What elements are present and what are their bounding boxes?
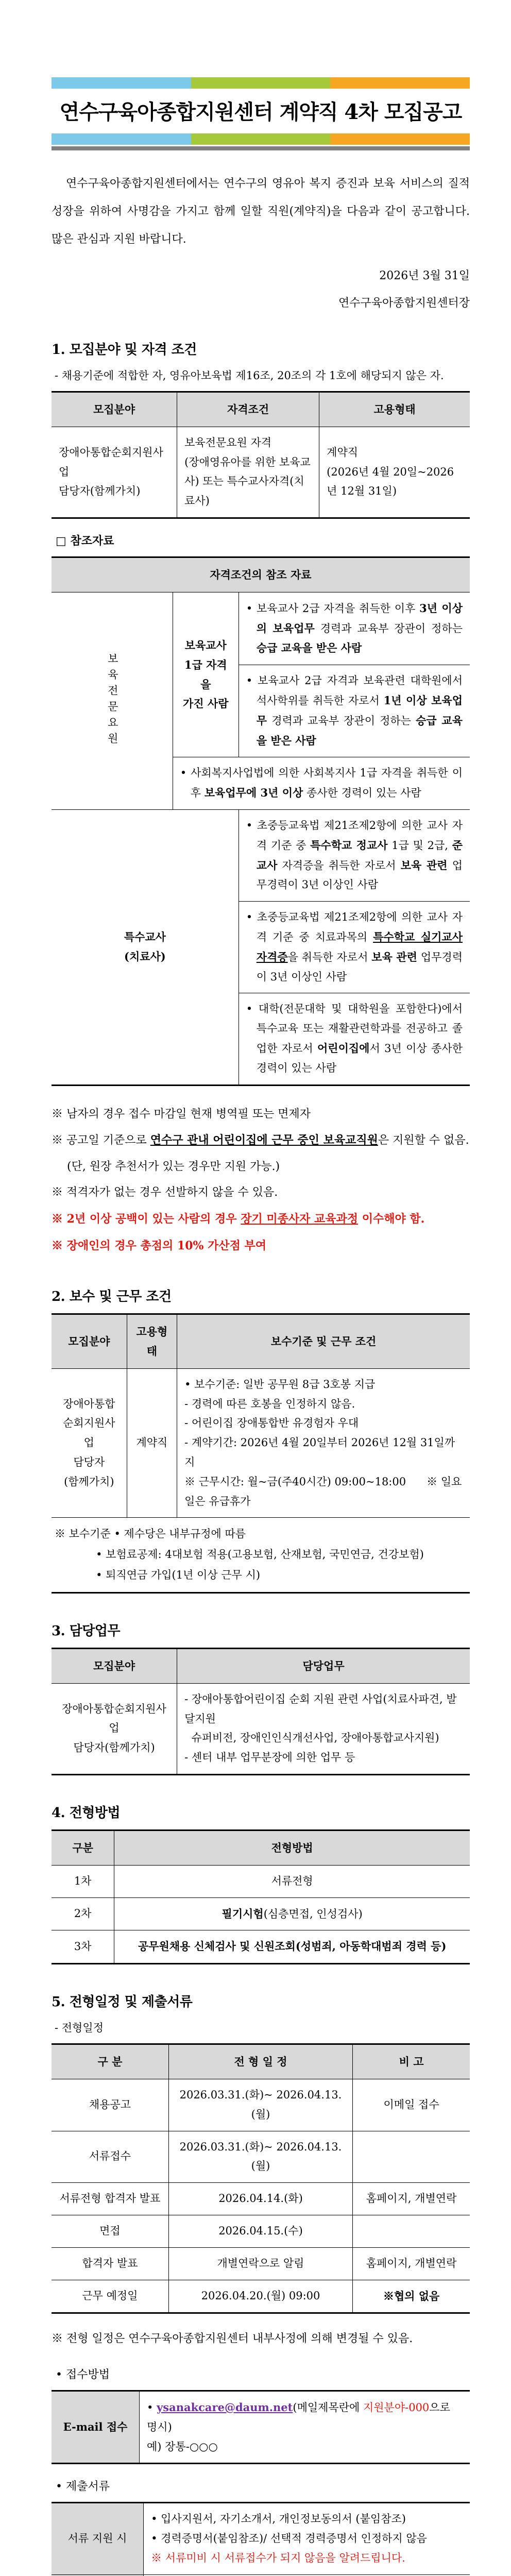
email-row-label: E-mail 접수 (52, 2391, 140, 2463)
table-footnote-row (52, 1518, 470, 1593)
table-row (52, 2079, 470, 2131)
col-method: 전형방법 (114, 1830, 470, 1865)
qualification-item: • 보육교사 2급 자격을 취득한 이후 3년 이상의 보육업무 경력과 교육부 장관이 정하는 승급 교육을 받은 사람 (239, 592, 470, 665)
cell-remark (353, 2215, 470, 2247)
cell-field: 장애아통합순회지원사업 담당자(함께가치) (52, 1683, 177, 1774)
docs-row-label (52, 2574, 144, 2576)
qualification-item: • 대학(전문대학 및 대학원을 포함한다)에서 특수교육 또는 재활관련학과를 전공하고 졸업한 자로서 어린이집에서 3년 이상 종사한 경력이 있는 사람 (239, 993, 470, 1085)
cell-field: 장애아통합순회지원사업 담당자(함께가치) (52, 427, 177, 518)
section-4-heading: 4. 전형방법 (52, 1805, 121, 1821)
group-childcare-specialist (52, 592, 173, 809)
table-row (52, 810, 470, 902)
qualification-notes (52, 1101, 470, 1260)
cell-method: 서류전형 (114, 1865, 470, 1897)
col-employment: 고용형태 (319, 392, 470, 427)
cell-schedule: 2026.04.14.(화) (168, 2183, 352, 2215)
table-row (52, 2574, 470, 2576)
col-conditions: 보수기준 및 근무 조건 (177, 1314, 470, 1369)
selection-method-table (52, 1829, 470, 1964)
note-item: ※ 전형 일정은 연수구육아종합지원센터 내부사정에 의해 변경될 수 있음. (52, 2332, 413, 2346)
col-category: 구 분 (52, 2044, 168, 2079)
table-row (52, 427, 470, 518)
band-segment-blue (52, 133, 191, 145)
intro-paragraph: 연수구육아종합지원센터에서는 연수구의 영유아 복지 증진과 보육 서비스의 질적 성장을 위하여 사명감을 가지고 함께 일할 직원(계약직)을 다음과 같이 공고합니다. 많은 관심과 지원 바랍니다. (52, 177, 470, 246)
table-header-row (52, 2044, 470, 2079)
announcement-date: 2026년 3월 31일 (379, 269, 470, 282)
col-schedule: 전 형 일 정 (168, 2044, 352, 2079)
cell-schedule: 2026.03.31.(화)~ 2026.04.13.(월) (168, 2131, 352, 2183)
apply-method-label: • 접수방법 (56, 2368, 110, 2381)
note-item: ※ 적격자가 없는 경우 선발하지 않을 수 있음. (52, 1186, 278, 1199)
table-row (52, 2247, 470, 2280)
pay-conditions-table (52, 1313, 470, 1594)
pay-footnote: ※ 보수기준 • 제수당은 내부규정에 따름 • 보험료공제: 4대보험 적용(고용보험, 산재보험, 국민연금, 건강보험) • 퇴직연금 가입(1년 이상 근무 시) (52, 1518, 470, 1593)
table-row (52, 1930, 470, 1964)
schedule-table (52, 2043, 470, 2314)
qualification-item: • 초중등교육법 제21조제2항에 의한 교사 자격 기준 중 특수학교 정교사 1급 및 2급, 준교사 자격증을 취득한 자로서 보육 관련 업무경력이 3년 이상인 사람 (239, 810, 470, 902)
table-row (52, 1865, 470, 1897)
cell-employment: 계약직 (2026년 4월 20일~2026년 12월 31일) (319, 427, 470, 518)
cell-field: 장애아통합 순회지원사업 담당자 (함께가치) (52, 1368, 127, 1518)
table-header-row (52, 1830, 470, 1865)
table-row (52, 2503, 470, 2574)
table-header-row (52, 1314, 470, 1369)
table-header-row (52, 1648, 470, 1683)
reference-table (52, 556, 470, 1086)
band-segment-green (191, 133, 331, 145)
band-segment-orange (330, 133, 470, 145)
note-item-red: ※ 2년 이상 공백이 있는 사람의 경우 장기 미종사자 교육과정 이수해야 함. (52, 1212, 425, 1226)
section-5-heading: 5. 전형일정 및 제출서류 (52, 1994, 193, 2010)
table-row (52, 2215, 470, 2247)
note-item: ※ 남자의 경우 접수 마감일 현재 병역필 또는 면제자 (52, 1107, 311, 1121)
band-segment-orange (330, 77, 470, 89)
recruitment-table (52, 391, 470, 519)
col-field: 모집분야 (52, 392, 177, 427)
note-item: (단, 원장 추천서가 있는 경우만 지원 가능.) (67, 1160, 280, 1173)
docs-row-content (144, 2574, 470, 2576)
duties-table (52, 1648, 470, 1775)
header-band-top (52, 77, 470, 89)
cell-step: 2차 (52, 1897, 114, 1930)
col-remark: 비 고 (353, 2044, 470, 2079)
reference-table-title: 자격조건의 참조 자료 (52, 557, 470, 592)
section-1-heading: 1. 모집분야 및 자격 조건 (52, 342, 197, 358)
documents-table (52, 2502, 470, 2576)
table-row (52, 592, 470, 665)
cell-category: 채용공고 (52, 2079, 168, 2131)
header-band-bottom (52, 133, 470, 145)
cell-remark: 이메일 접수 (353, 2079, 470, 2131)
cell-step: 3차 (52, 1930, 114, 1964)
email-apply-table (52, 2390, 470, 2464)
email-row-content: • ysanakcare@daum.net(메일제목란에 지원분야-000으로 명시) 예) 장통-○○○ (140, 2391, 470, 2463)
table-header-row (52, 557, 470, 592)
cell-remark: 홈페이지, 개별연락 (353, 2183, 470, 2215)
cell-schedule: 2026.04.20.(월) 09:00 (168, 2280, 352, 2313)
cell-schedule: 2026.04.15.(수) (168, 2215, 352, 2247)
cell-category: 합격자 발표 (52, 2247, 168, 2280)
email-link[interactable]: ysanakcare@daum.net (157, 2400, 293, 2414)
section-1-note: - 채용기준에 적합한 자, 영유아보육법 제16조, 20조의 각 1호에 해당되지 않은 자. (55, 369, 444, 382)
table-row (52, 2183, 470, 2215)
cell-method: 공무원채용 신체검사 및 신원조회(성범죄, 아동학대범죄 경력 등) (114, 1930, 470, 1964)
cell-qualification: 보육전문요원 자격 (장애영유아를 위한 보육교사) 또는 특수교사자격(치료사) (177, 427, 319, 518)
cell-schedule: 2026.03.31.(화)~ 2026.04.13.(월) (168, 2079, 352, 2131)
cell-method: 필기시험(심층면접, 인성검사) (114, 1897, 470, 1930)
table-row (52, 2391, 470, 2463)
schedule-sub-label: - 전형일정 (55, 2022, 104, 2035)
cell-conditions: • 보수기준: 일반 공무원 8급 3호봉 지급 - 경력에 따른 호봉을 인정하지 않음. - 어린이집 장애통합반 유경험자 우대 - 계약기간: 2026년 4월 20일부터 2026년 12월 31일까지 ※ 근무시간: 월~금(주40시간) 09:00~18:00 ※ 일요일은 유급휴가 (177, 1368, 470, 1518)
band-segment-blue (52, 77, 191, 89)
qualification-item: • 초중등교육법 제21조제2항에 의한 교사 자격 기준 중 치료과목의 특수학교 실기교사 자격증을 취득한 자로서 보육 관련 업무경력이 3년 이상인 사람 (239, 902, 470, 993)
cell-remark: ※협의 없음 (353, 2280, 470, 2313)
cell-step: 1차 (52, 1865, 114, 1897)
reference-label: □ 참조자료 (56, 534, 114, 548)
section-3-heading: 3. 담당업무 (52, 1623, 121, 1639)
group-special-teacher: 특수교사 (치료사) (52, 810, 239, 1086)
schedule-note (52, 2326, 470, 2352)
table-row (52, 1897, 470, 1930)
vertical-label: 보육전문요원 (106, 653, 119, 749)
col-field: 모집분야 (52, 1648, 177, 1683)
cell-remark (353, 2131, 470, 2183)
col-duty: 담당업무 (177, 1648, 470, 1683)
note-item-red: ※ 장애인의 경우 총점의 10% 가산점 부여 (52, 1239, 267, 1252)
group-teacher-grade1: 보육교사 1급 자격을 가진 사람 (173, 592, 239, 757)
table-header-row (52, 392, 470, 427)
docs-row-label: 서류 지원 시 (52, 2503, 144, 2574)
table-row (52, 2280, 470, 2313)
table-row (52, 1368, 470, 1518)
cell-employment: 계약직 (127, 1368, 177, 1518)
col-field: 모집분야 (52, 1314, 127, 1369)
announcement-signer: 연수구육아종합지원센터장 (338, 296, 470, 310)
section-2-heading: 2. 보수 및 근무 조건 (52, 1289, 172, 1305)
qualification-item: • 보육교사 2급 자격과 보육관련 대학원에서 석사학위를 취득한 자로서 1년 이상 보육업무 경력과 교육부 장관이 정하는 승급 교육을 받은 사람 (239, 665, 470, 757)
cell-category: 서류접수 (52, 2131, 168, 2183)
cell-duty: - 장애아통합어린이집 순회 지원 관련 사업(치료사파견, 발달지원 슈퍼비전, 장애인인식개선사업, 장애아통합교사지원) - 센터 내부 업무분장에 의한 업무 등 (177, 1683, 470, 1774)
cell-category: 근무 예정일 (52, 2280, 168, 2313)
cell-category: 면접 (52, 2215, 168, 2247)
band-segment-green (191, 77, 331, 89)
table-row (52, 1683, 470, 1774)
header-divider (52, 146, 470, 150)
cell-remark: 홈페이지, 개별연락 (353, 2247, 470, 2280)
qualification-item: • 사회복지사업법에 의한 사회복지사 1급 자격을 취득한 이후 보육업무에 3년 이상 종사한 경력이 있는 사람 (173, 757, 470, 810)
cell-schedule: 개별연락으로 알림 (168, 2247, 352, 2280)
col-qualification: 자격조건 (177, 392, 319, 427)
cell-category: 서류전형 합격자 발표 (52, 2183, 168, 2215)
documents-label: • 제출서류 (56, 2480, 110, 2494)
col-employment: 고용형태 (127, 1314, 177, 1369)
note-item: ※ 공고일 기준으로 연수구 관내 어린이집에 근무 중인 보육교직원은 지원할 수 없음. (52, 1133, 469, 1147)
page-title: 연수구육아종합지원센터 계약직 4차 모집공고 (59, 100, 462, 124)
docs-row-content: • 입사지원서, 자기소개서, 개인정보동의서 (붙임참조) • 경력증명서(붙임참조)/ 선택적 경력증명서 인정하지 않음 ※ 서류미비 시 서류접수가 되지 않음을 알려드립니다. (144, 2503, 470, 2574)
table-row (52, 2131, 470, 2183)
col-step: 구분 (52, 1830, 114, 1865)
